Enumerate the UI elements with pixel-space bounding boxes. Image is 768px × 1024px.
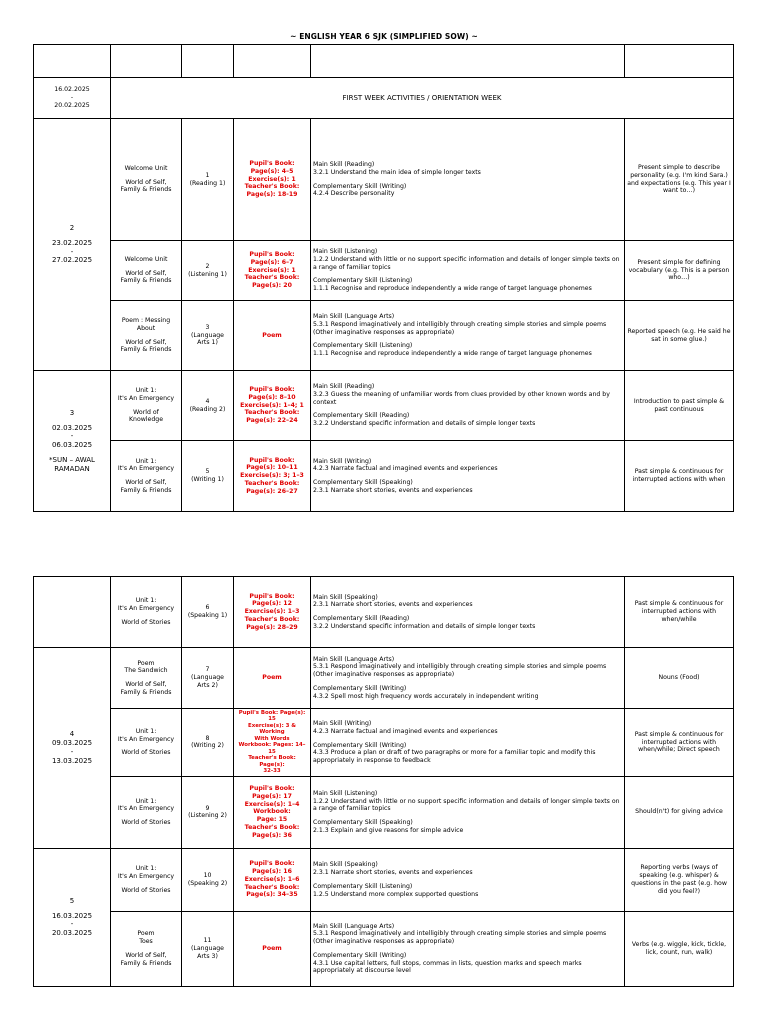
grammar-cell: Past simple & continuous for interrupted actions with when/while; Direct speech [625,709,734,777]
unit-cell: Unit 1: It's An Emergency World of Knowledge [111,371,182,441]
orientation-label: FIRST WEEK ACTIVITIES / ORIENTATION WEEK [111,78,734,119]
lesson-row [34,441,734,512]
lesson-cell: 3 (Language Arts 1) [182,301,234,371]
unit-cell: Unit 1: It's An Emergency World of Self, Family & Friends [111,441,182,512]
week-5-cell: 5 16.03.2025 - 20.03.2025 [34,848,111,986]
materials-cell: Pupil's Book: Page(s): 6–7 Exercise(s): 1 Teacher's Book: Page(s): 20 [234,241,311,301]
unit-cell: Unit 1: It's An Emergency World of Stories [111,577,182,648]
unit-cell: Unit 1: It's An Emergency World of Stories [111,709,182,777]
lesson-row [34,648,734,709]
sow-table-1 [33,44,734,512]
grammar-cell: Introduction to past simple & past continuous [625,371,734,441]
materials-cell: Pupil's Book: Page(s): 17 Exercise(s): 1–4 Workbook: Page: 15 Teacher's Book: Page(s): 36 [234,776,311,848]
grammar-cell: Past simple & continuous for interrupted actions with when/while [625,577,734,648]
lesson-cell: 7 (Language Arts 2) [182,648,234,709]
skills-cell: Main Skill (Speaking) 2.3.1 Narrate short stories, events and experiences Complementary Skill (Reading) 3.2.2 Understand specific information and details of simple longer texts [311,577,625,648]
skills-cell: Main Skill (Language Arts) 5.3.1 Respond imaginatively and intelligibly through creating simple stories and simple poems (Other imaginative responses as appropriate) Complementary Skill (Writing) 4.3.1 Use capital letters, full stops, commas in lists, question marks and speech marks appropriately at discourse level [311,911,625,986]
unit-cell: Unit 1: It's An Emergency World of Stories [111,776,182,848]
document-title: ~ ENGLISH YEAR 6 SJK (SIMPLIFIED SOW) ~ [290,32,478,41]
materials-cell: Poem [234,648,311,709]
grammar-cell: Should(n't) for giving advice [625,776,734,848]
lesson-row [34,119,734,241]
skills-cell: Main Skill (Speaking) 2.3.1 Narrate short stories, events and experiences Complementary Skill (Listening) 1.2.5 Understand more complex supported questions [311,848,625,911]
lesson-cell: 10 (Speaking 2) [182,848,234,911]
grammar-cell: Present simple for defining vocabulary (e.g. This is a person who…) [625,241,734,301]
materials-cell: Poem [234,301,311,371]
header-row [34,45,734,78]
lesson-row [34,577,734,648]
week-4-cell: 4 09.03.2025 - 13.03.2025 [34,648,111,849]
materials-cell: Pupil's Book: Page(s): 15 Exercise(s): 3 & Working With Words Workbook: Pages: 14–15 Teacher's Book: Page(s): 32-33 [234,709,311,777]
materials-cell: Pupil's Book: Page(s): 16 Exercise(s): 1–6 Teacher's Book: Page(s): 34–35 [234,848,311,911]
orientation-dates: 16.02.2025 - 20.02.2025 [34,78,111,119]
sow-table-2 [33,576,734,987]
grammar-cell: Reporting verbs (ways of speaking (e.g. whisper) & questions in the past (e.g. how did you feel?) [625,848,734,911]
lesson-cell: 11 (Language Arts 3) [182,911,234,986]
grammar-cell: Verbs (e.g. wiggle, kick, tickle, lick, count, run, walk) [625,911,734,986]
grammar-cell: Past simple & continuous for interrupted actions with when [625,441,734,512]
lesson-row [34,241,734,301]
skills-cell: Main Skill (Reading) 3.2.3 Guess the meaning of unfamiliar words from clues provided by other known words and by context Complementary Skill (Reading) 3.2.2 Understand specific information and details of simple longer texts [311,371,625,441]
lesson-cell: 2 (Listening 1) [182,241,234,301]
unit-cell: Poem : Messing About World of Self, Family & Friends [111,301,182,371]
skills-cell: Main Skill (Writing) 4.2.3 Narrate factual and imagined events and experiences Complementary Skill (Speaking) 2.3.1 Narrate short stories, events and experiences [311,441,625,512]
lesson-cell: 6 (Speaking 1) [182,577,234,648]
unit-cell: Welcome Unit World of Self, Family & Friends [111,241,182,301]
grammar-cell: Present simple to describe personality (e.g. I'm kind Sara.) and expectations (e.g. This year I want to…) [625,119,734,241]
grammar-cell: Reported speech (e.g. He said he sat in some glue.) [625,301,734,371]
week-cell-empty [34,577,111,648]
materials-cell: Poem [234,911,311,986]
lesson-row [34,371,734,441]
skills-cell: Main Skill (Language Arts) 5.3.1 Respond imaginatively and intelligibly through creating simple stories and simple poems (Other imaginative responses as appropriate) Complementary Skill (Writing) 4.3.2 Spell most high frequency words accurately in independent writing [311,648,625,709]
unit-cell: Poem The Sandwich World of Self, Family & Friends [111,648,182,709]
week-2-cell: 2 23.02.2025 - 27.02.2025 [34,119,111,371]
lesson-cell: 9 (Listening 2) [182,776,234,848]
materials-cell: Pupil's Book: Page(s): 12 Exercise(s): 1–3 Teacher's Book: Page(s): 28–29 [234,577,311,648]
materials-cell: Pupil's Book: Page(s): 4–5 Exercise(s): 1 Teacher's Book: Page(s): 18-19 [234,119,311,241]
materials-cell: Pupil's Book: Page(s): 8–10 Exercise(s): 1–4; 1 Teacher's Book: Page(s): 22–24 [234,371,311,441]
lesson-row [34,848,734,911]
week-3-cell: 3 02.03.2025 - 06.03.2025 *SUN – AWAL RAMADAN [34,371,111,512]
skills-cell: Main Skill (Listening) 1.2.2 Understand with little or no support specific information and details of longer simple texts on a range of familiar topics Complementary Skill (Listening) 1.1.1 Recognise and reproduce independently a wide range of target language phonemes [311,241,625,301]
lesson-row [34,911,734,986]
lesson-row [34,301,734,371]
lesson-cell: 8 (Writing 2) [182,709,234,777]
lesson-cell: 4 (Reading 2) [182,371,234,441]
lesson-row [34,776,734,848]
unit-cell: Welcome Unit World of Self, Family & Friends [111,119,182,241]
lesson-row [34,709,734,777]
lesson-cell: 5 (Writing 1) [182,441,234,512]
unit-cell: Poem Toes World of Self, Family & Friends [111,911,182,986]
skills-cell: Main Skill (Writing) 4.2.3 Narrate factual and imagined events and experiences Complementary Skill (Writing) 4.3.3 Produce a plan or draft of two paragraphs or more for a familiar topic and modify this appropriately in response to feedback [311,709,625,777]
skills-cell: Main Skill (Reading) 3.2.1 Understand the main idea of simple longer texts Complementary Skill (Writing) 4.2.4 Describe personality [311,119,625,241]
skills-cell: Main Skill (Listening) 1.2.2 Understand with little or no support specific information and details of longer simple texts on a range of familiar topics Complementary Skill (Speaking) 2.1.3 Explain and give reasons for simple advice [311,776,625,848]
lesson-cell: 1 (Reading 1) [182,119,234,241]
unit-cell: Unit 1: It's An Emergency World of Stories [111,848,182,911]
skills-cell: Main Skill (Language Arts) 5.3.1 Respond imaginatively and intelligibly through creating simple stories and simple poems (Other imaginative responses as appropriate) Complementary Skill (Listening) 1.1.1 Recognise and reproduce independently a wide range of target language phonemes [311,301,625,371]
orientation-row [34,78,734,119]
materials-cell: Pupil's Book: Page(s): 10–11 Exercise(s): 3; 1–3 Teacher's Book: Page(s): 26–27 [234,441,311,512]
grammar-cell: Nouns (Food) [625,648,734,709]
